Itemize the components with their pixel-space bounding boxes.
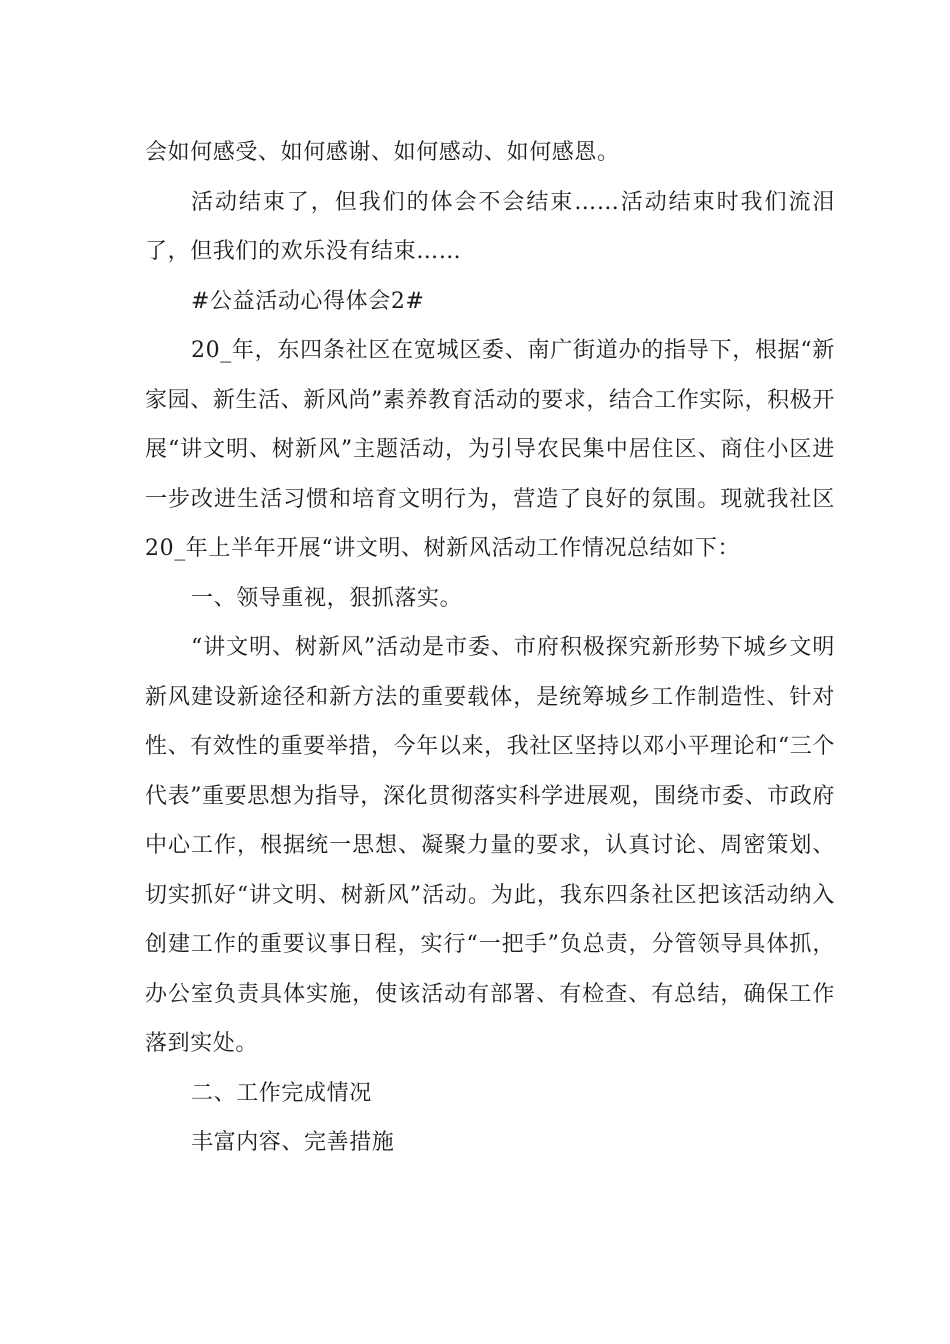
paragraph-2: 活动结束了，但我们的体会不会结束……活动结束时我们流泪了，但我们的欢乐没有结束…… — [145, 189, 835, 264]
subheading-enrich-content: 丰富内容、完善措施 — [191, 1130, 395, 1155]
subheading-work-completion: 二、工作完成情况 — [191, 1080, 372, 1106]
section-heading-2: #公益活动心得体会2# — [191, 288, 425, 314]
subheading-leadership: 一、领导重视，狠抓落实。 — [191, 585, 463, 611]
paragraph-1: 会如何感受、如何感谢、如何感动、如何感恩。 — [145, 140, 620, 165]
paragraph-6: “讲文明、树新风”活动是市委、市府积极探究新形势下城乡文明新风建设新途径和新方法的重要载体，是统筹城乡工作制造性、针对性、有效性的重要举措，今年以来，我社区坚持以邓小平理论和“三个代表”重要思想为指导，深化贯彻落实科学进展观，围绕市委、市政府中心工作，根据统一思想、凝聚力量的要求，认真讨论、周密策划、切实抓好“讲文明、树新风”活动。为此，我东四条社区把该活动纳入创建工作的重要议事日程，实行“一把手”负总责，分管领导具体抓，办公室负责具体实施，使该活动有部署、有检查、有总结，确保工作落到实处。 — [145, 635, 835, 1056]
document-body — [145, 128, 835, 1168]
paragraph-4: 20_年，东四条社区在宽城区委、南广街道办的指导下，根据“新家园、新生活、新风尚”素养教育活动的要求，结合工作实际，积极开展“讲文明、树新风”主题活动，为引导农民集中居住区、商住小区进一步改进生活习惯和培育文明行为，营造了良好的氛围。现就我社区20_年上半年开展“讲文明、树新风活动工作情况总结如下： — [145, 338, 835, 561]
